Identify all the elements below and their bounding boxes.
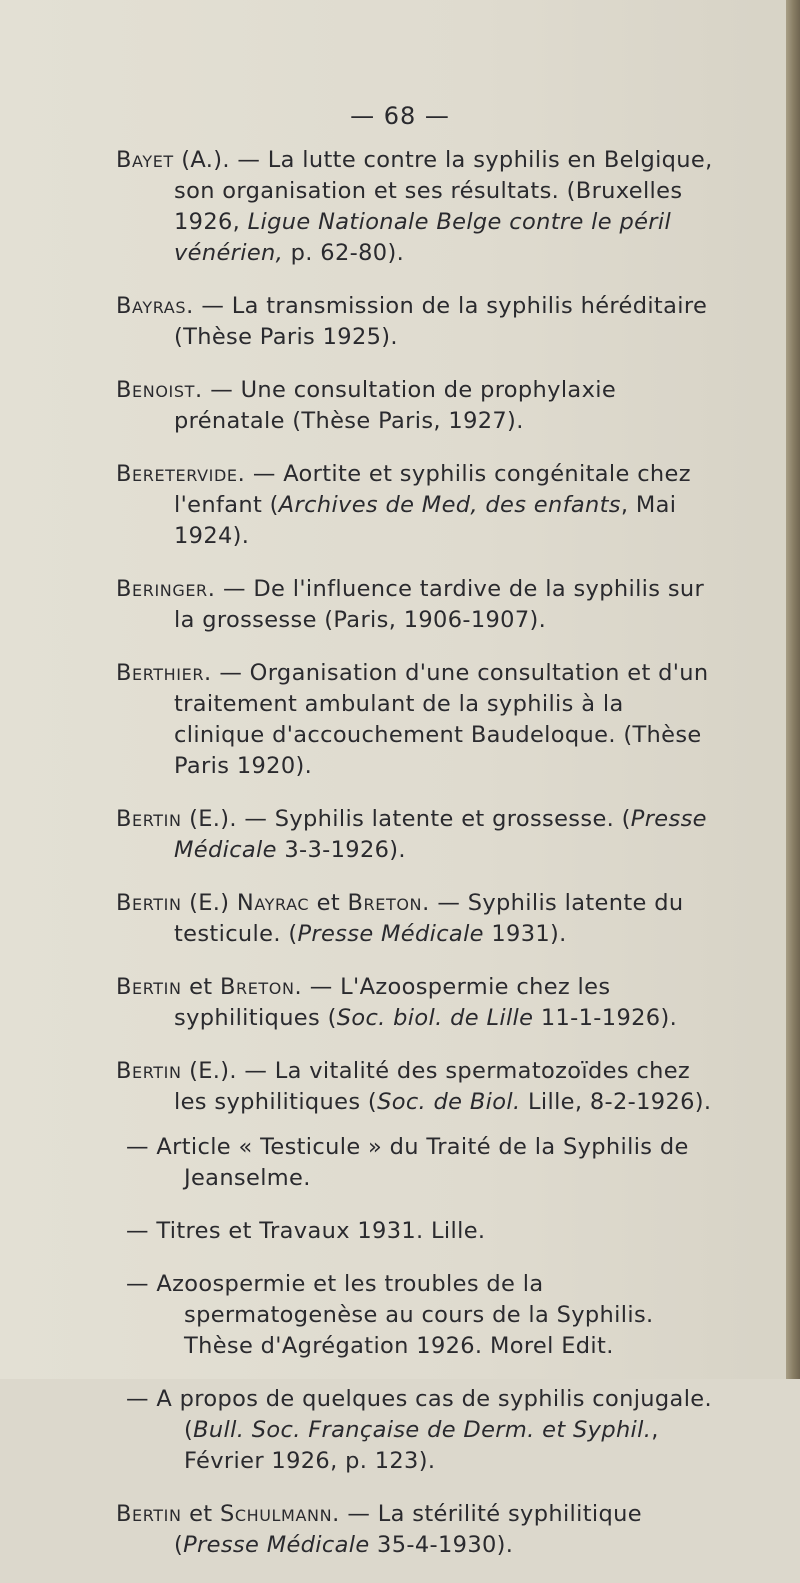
entry-italic: Presse Médicale (297, 921, 484, 947)
author: Berthier. (116, 660, 212, 686)
author: Nayrac (236, 890, 310, 916)
entry-text: 3-3-1926). (276, 837, 406, 863)
entry-italic: Presse Médicale (183, 1532, 370, 1558)
bibliography-entry (116, 145, 714, 269)
entry-text: — Une consultation de prophylaxie prénatale (Thèse Paris, 1927). (174, 377, 617, 434)
entry-text: — Aortite et syphilis congénitale chez l'enfant ( (174, 461, 691, 518)
author: Bertin (116, 1501, 182, 1527)
entry-text: — La stérilité syphilitique ( (174, 1501, 642, 1558)
entry-text: — De l'influence tardive de la syphilis sur la grossesse (Paris, 1906-1907). (174, 576, 705, 633)
entry-text: et (181, 974, 220, 1000)
author: Bertin (116, 806, 182, 832)
entry-text: Lille, 8-2-1926). (520, 1089, 712, 1115)
bibliography-subentry (126, 1132, 714, 1194)
bibliography-entry (116, 1499, 714, 1561)
entry-text: — Syphilis latente du testicule. ( (174, 890, 684, 947)
entry-text: — Titres et Travaux 1931. Lille. (126, 1218, 486, 1244)
bibliography-entry (116, 972, 714, 1034)
bibliography-entry (116, 888, 714, 950)
bibliography-entry (116, 375, 714, 437)
page-edge (786, 0, 800, 1379)
entry-text: , Février 1926, p. 123). (184, 1417, 659, 1474)
entry-italic: Soc. biol. de Lille (336, 1005, 534, 1031)
page-number: — 68 — (350, 102, 450, 130)
author: Breton. (219, 974, 303, 1000)
bibliography-entry (116, 658, 714, 782)
author: Beringer. (116, 576, 216, 602)
entry-text: — La transmission de la syphilis héréditaire (Thèse Paris 1925). (174, 293, 708, 350)
bibliography-subentry (126, 1216, 714, 1247)
entry-text: — L'Azoospermie chez les syphilitiques ( (174, 974, 611, 1031)
bibliography-subentry (126, 1269, 714, 1362)
entry-text: (A.). — La lutte contre la syphilis en Belgique, son organisation et ses résultats. (Bruxelles 1926, (173, 147, 713, 235)
entry-text: p. 62-80). (283, 240, 405, 266)
entry-text: 1931). (483, 921, 567, 947)
entry-italic: Presse Médicale (174, 806, 707, 863)
author: Breton. (347, 890, 430, 916)
entry-text: — A propos de quelques cas de syphilis conjugale. ( (126, 1386, 712, 1443)
bibliography-entry (116, 804, 714, 866)
entry-text: (E.) (181, 890, 237, 916)
author: Bayet (116, 147, 174, 173)
entry-text: (E.). — La vitalité des spermatozoïdes chez les syphilitiques ( (174, 1058, 691, 1115)
entry-text: (E.). — Syphilis latente et grossesse. ( (181, 806, 631, 832)
entry-text: — Azoospermie et les troubles de la spermatogenèse au cours de la Syphilis. Thèse d'Agrégation 1926. Morel Edit. (126, 1271, 654, 1359)
bibliography-entry (116, 1056, 714, 1118)
author: Benoist. (116, 377, 203, 403)
bibliography (116, 145, 714, 1583)
bibliography-entry (116, 574, 714, 636)
bibliography-entry (116, 459, 714, 552)
author: Bayras. (116, 293, 194, 319)
entry-text: — Article « Testicule » du Traité de la Syphilis de Jeanselme. (126, 1134, 689, 1191)
entry-text: 11-1-1926). (533, 1005, 678, 1031)
entry-text: — Organisation d'une consultation et d'un traitement ambulant de la syphilis à la clinique d'accouchement Baudeloque. (Thèse Paris 1920). (174, 660, 709, 779)
author: Beretervide. (116, 461, 246, 487)
entry-italic: Bull. Soc. Française de Derm. et Syphil. (193, 1417, 652, 1443)
entry-text: 35-4-1930). (369, 1532, 514, 1558)
author: Bertin (116, 974, 182, 1000)
author: Schulmann. (219, 1501, 340, 1527)
entry-italic: Archives de Med, des enfants (278, 492, 621, 518)
entry-text: et (181, 1501, 220, 1527)
entry-text: , Mai 1924). (174, 492, 677, 549)
author: Bertin (116, 1058, 182, 1084)
bibliography-entry (116, 291, 714, 353)
entry-text: et (309, 890, 348, 916)
entry-italic: Ligue Nationale Belge contre le péril vénérien, (174, 209, 672, 266)
bibliography-subentry (126, 1384, 714, 1477)
author: Bertin (116, 890, 182, 916)
entry-italic: Soc. de Biol. (377, 1089, 521, 1115)
